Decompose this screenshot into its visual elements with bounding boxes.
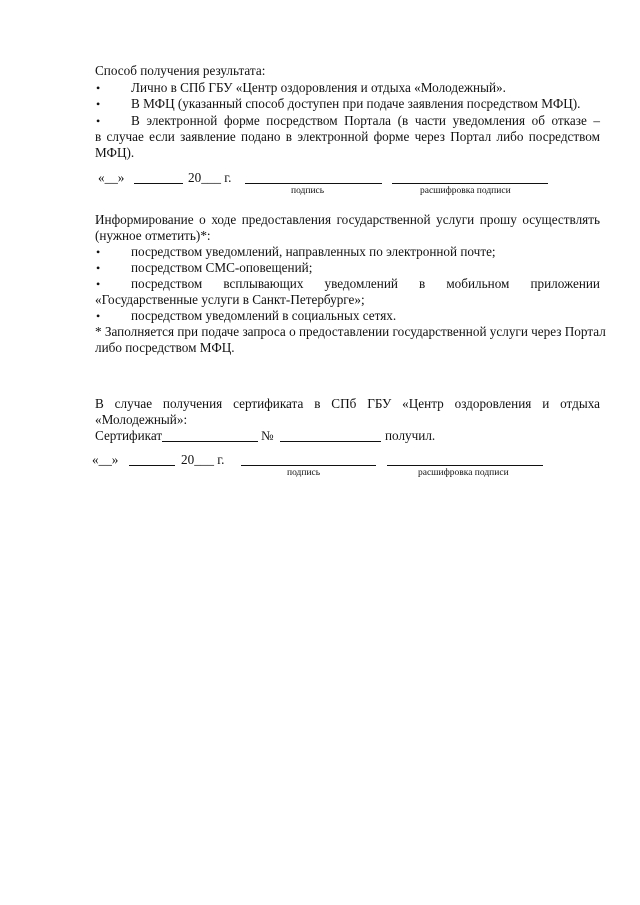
received-text: получил.: [385, 428, 436, 443]
inform-item-2: посредством СМС-оповещений;: [131, 260, 313, 275]
bullet-icon: •: [96, 309, 101, 323]
signature-caption: подпись: [291, 186, 325, 196]
signature-line: [245, 183, 382, 184]
date-year: 20___ г.: [188, 170, 232, 185]
footnote-cont: либо посредством МФЦ.: [95, 340, 235, 355]
inform-item-3: посредством всплывающих уведомлений в мобильном приложении: [131, 276, 600, 291]
decode-line: [392, 183, 548, 184]
inform-item-1: посредством уведомлений, направленных по электронной почте;: [131, 244, 496, 259]
certificate-text: В случае получения сертификата в СПб ГБУ «Центр оздоровления и отдыха: [95, 396, 600, 411]
result-item-3-cont: в случае если заявление подано в электронной форме через Портал либо посредством: [95, 129, 600, 144]
result-title: Способ получения результата:: [95, 63, 266, 78]
inform-item-4: посредством уведомлений в социальных сетях.: [131, 308, 397, 323]
inform-title: Информирование о ходе предоставления государственной услуги прошу осуществлять: [95, 212, 600, 227]
signature-caption-2: подпись: [287, 468, 321, 478]
certificate-number-line: [280, 441, 381, 442]
inform-item-3-cont: «Государственные услуги в Санкт-Петербурге»;: [95, 292, 365, 307]
bullet-icon: •: [96, 277, 101, 291]
decode-line-2: [387, 465, 543, 466]
certificate-label: Сертификат: [95, 428, 163, 443]
decode-caption: расшифровка подписи: [420, 186, 511, 196]
result-item-3-end: МФЦ).: [95, 145, 135, 160]
certificate-text-cont: «Молодежный»:: [95, 412, 188, 427]
bullet-icon: •: [96, 261, 101, 275]
date-day-2: «__»: [92, 452, 119, 467]
date-month-line: [134, 183, 183, 184]
date-year-2: 20___ г.: [181, 452, 225, 467]
decode-caption-2: расшифровка подписи: [418, 468, 509, 478]
inform-title-cont: (нужное отметить)*:: [95, 228, 211, 243]
bullet-icon: •: [96, 245, 101, 259]
signature-line-2: [241, 465, 376, 466]
bullet-icon: •: [96, 97, 101, 111]
result-item-3: В электронной форме посредством Портала (в части уведомления об отказе –: [131, 113, 600, 128]
number-sign: №: [261, 428, 274, 443]
date-month-line-2: [129, 465, 175, 466]
certificate-series-line: [162, 441, 258, 442]
result-item-2: В МФЦ (указанный способ доступен при подаче заявления посредством МФЦ).: [131, 96, 581, 111]
bullet-icon: •: [96, 114, 101, 128]
bullet-icon: •: [96, 81, 101, 95]
date-day: «__»: [98, 170, 125, 185]
result-item-1: Лично в СПб ГБУ «Центр оздоровления и отдыха «Молодежный».: [131, 80, 506, 95]
footnote: * Заполняется при подаче запроса о предоставлении государственной услуги через Портал: [95, 324, 606, 339]
